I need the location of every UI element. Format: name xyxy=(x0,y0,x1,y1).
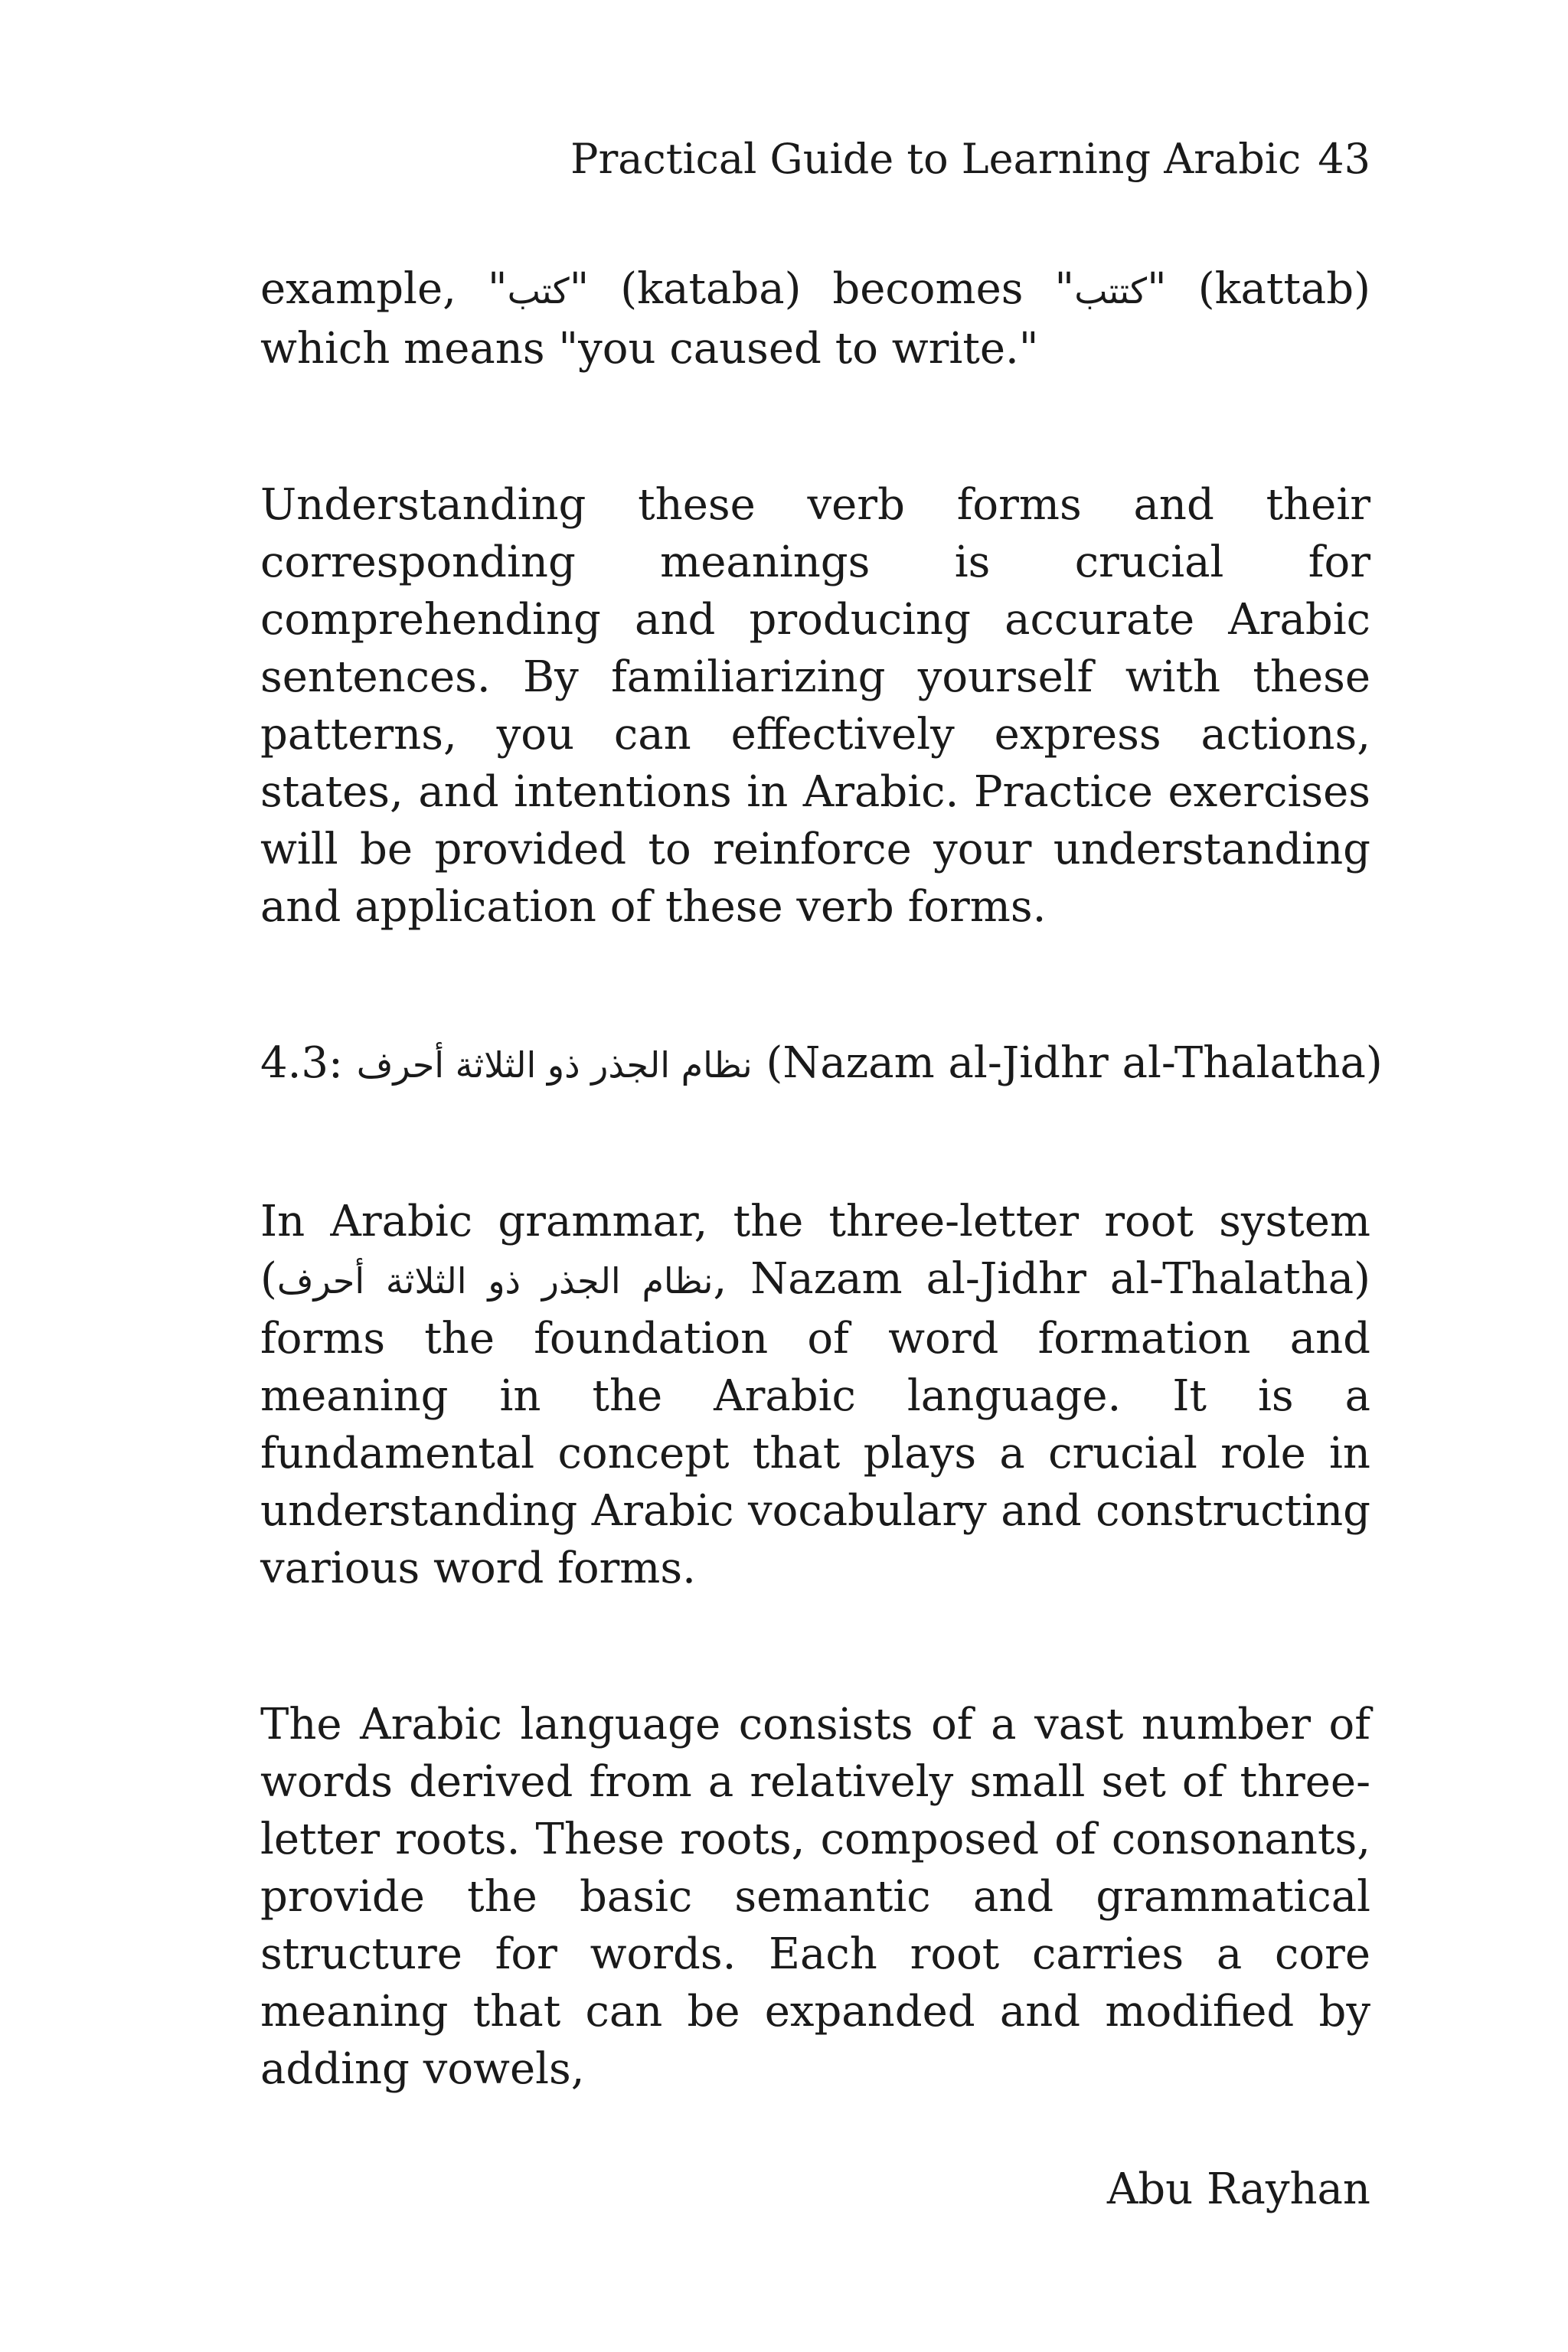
arabic-term: نظام الجذر ذو الثلاثة أحرف xyxy=(276,1260,714,1302)
paragraph-root-system xyxy=(260,1193,1370,1597)
paragraph-verb-example xyxy=(260,260,1370,377)
arabic-word-kattab: كتتب xyxy=(1074,270,1148,312)
page-body xyxy=(260,260,1383,2098)
paragraph-understanding: Understanding these verb forms and their corresponding meanings is crucial for comprehending and producing accurate Arabic sentences. By familiarizing yourself with these patterns, you can effectively express actions, states, and intentions in Arabic. Practice exercises will be provided to reinforce your understanding and application of these verb forms. xyxy=(260,480,1370,932)
text-segment: " (kattab) which means "you caused to write." xyxy=(260,264,1371,374)
paragraph-arabic-language: The Arabic language consists of a vast number of words derived from a relatively small set of three-letter roots. These roots, composed of consonants, provide the basic semantic and grammatical structure for words. Each root carries a core meaning that can be expanded and modified by adding vowels, xyxy=(260,1700,1370,2094)
page-number: 43 xyxy=(1318,135,1370,183)
running-footer-author: Abu Rayhan xyxy=(1106,2164,1370,2214)
section-number: 4.3: xyxy=(260,1038,343,1088)
section-heading xyxy=(260,1034,1383,1094)
text-segment: example, " xyxy=(260,264,508,314)
text-segment: , Nazam al-Jidhr al-Thalatha) forms the foundation of word formation and meaning in the Arabic language. It is a fundamental concept that plays a crucial role in understanding Arabic vocabulary and constructing various word forms. xyxy=(260,1254,1370,1593)
arabic-word-kataba: كتب xyxy=(507,270,570,312)
text-segment: In Arabic grammar, the three-letter root system ( xyxy=(260,1197,1370,1304)
book-title: Practical Guide to Learning Arabic xyxy=(570,135,1302,183)
text-segment: " (kataba) becomes " xyxy=(569,264,1075,314)
running-header xyxy=(570,129,1370,190)
section-arabic-title: نظام الجذر ذو الثلاثة أحرف xyxy=(356,1044,753,1086)
section-transliteration: (Nazam al-Jidhr al-Thalatha) xyxy=(766,1038,1383,1088)
